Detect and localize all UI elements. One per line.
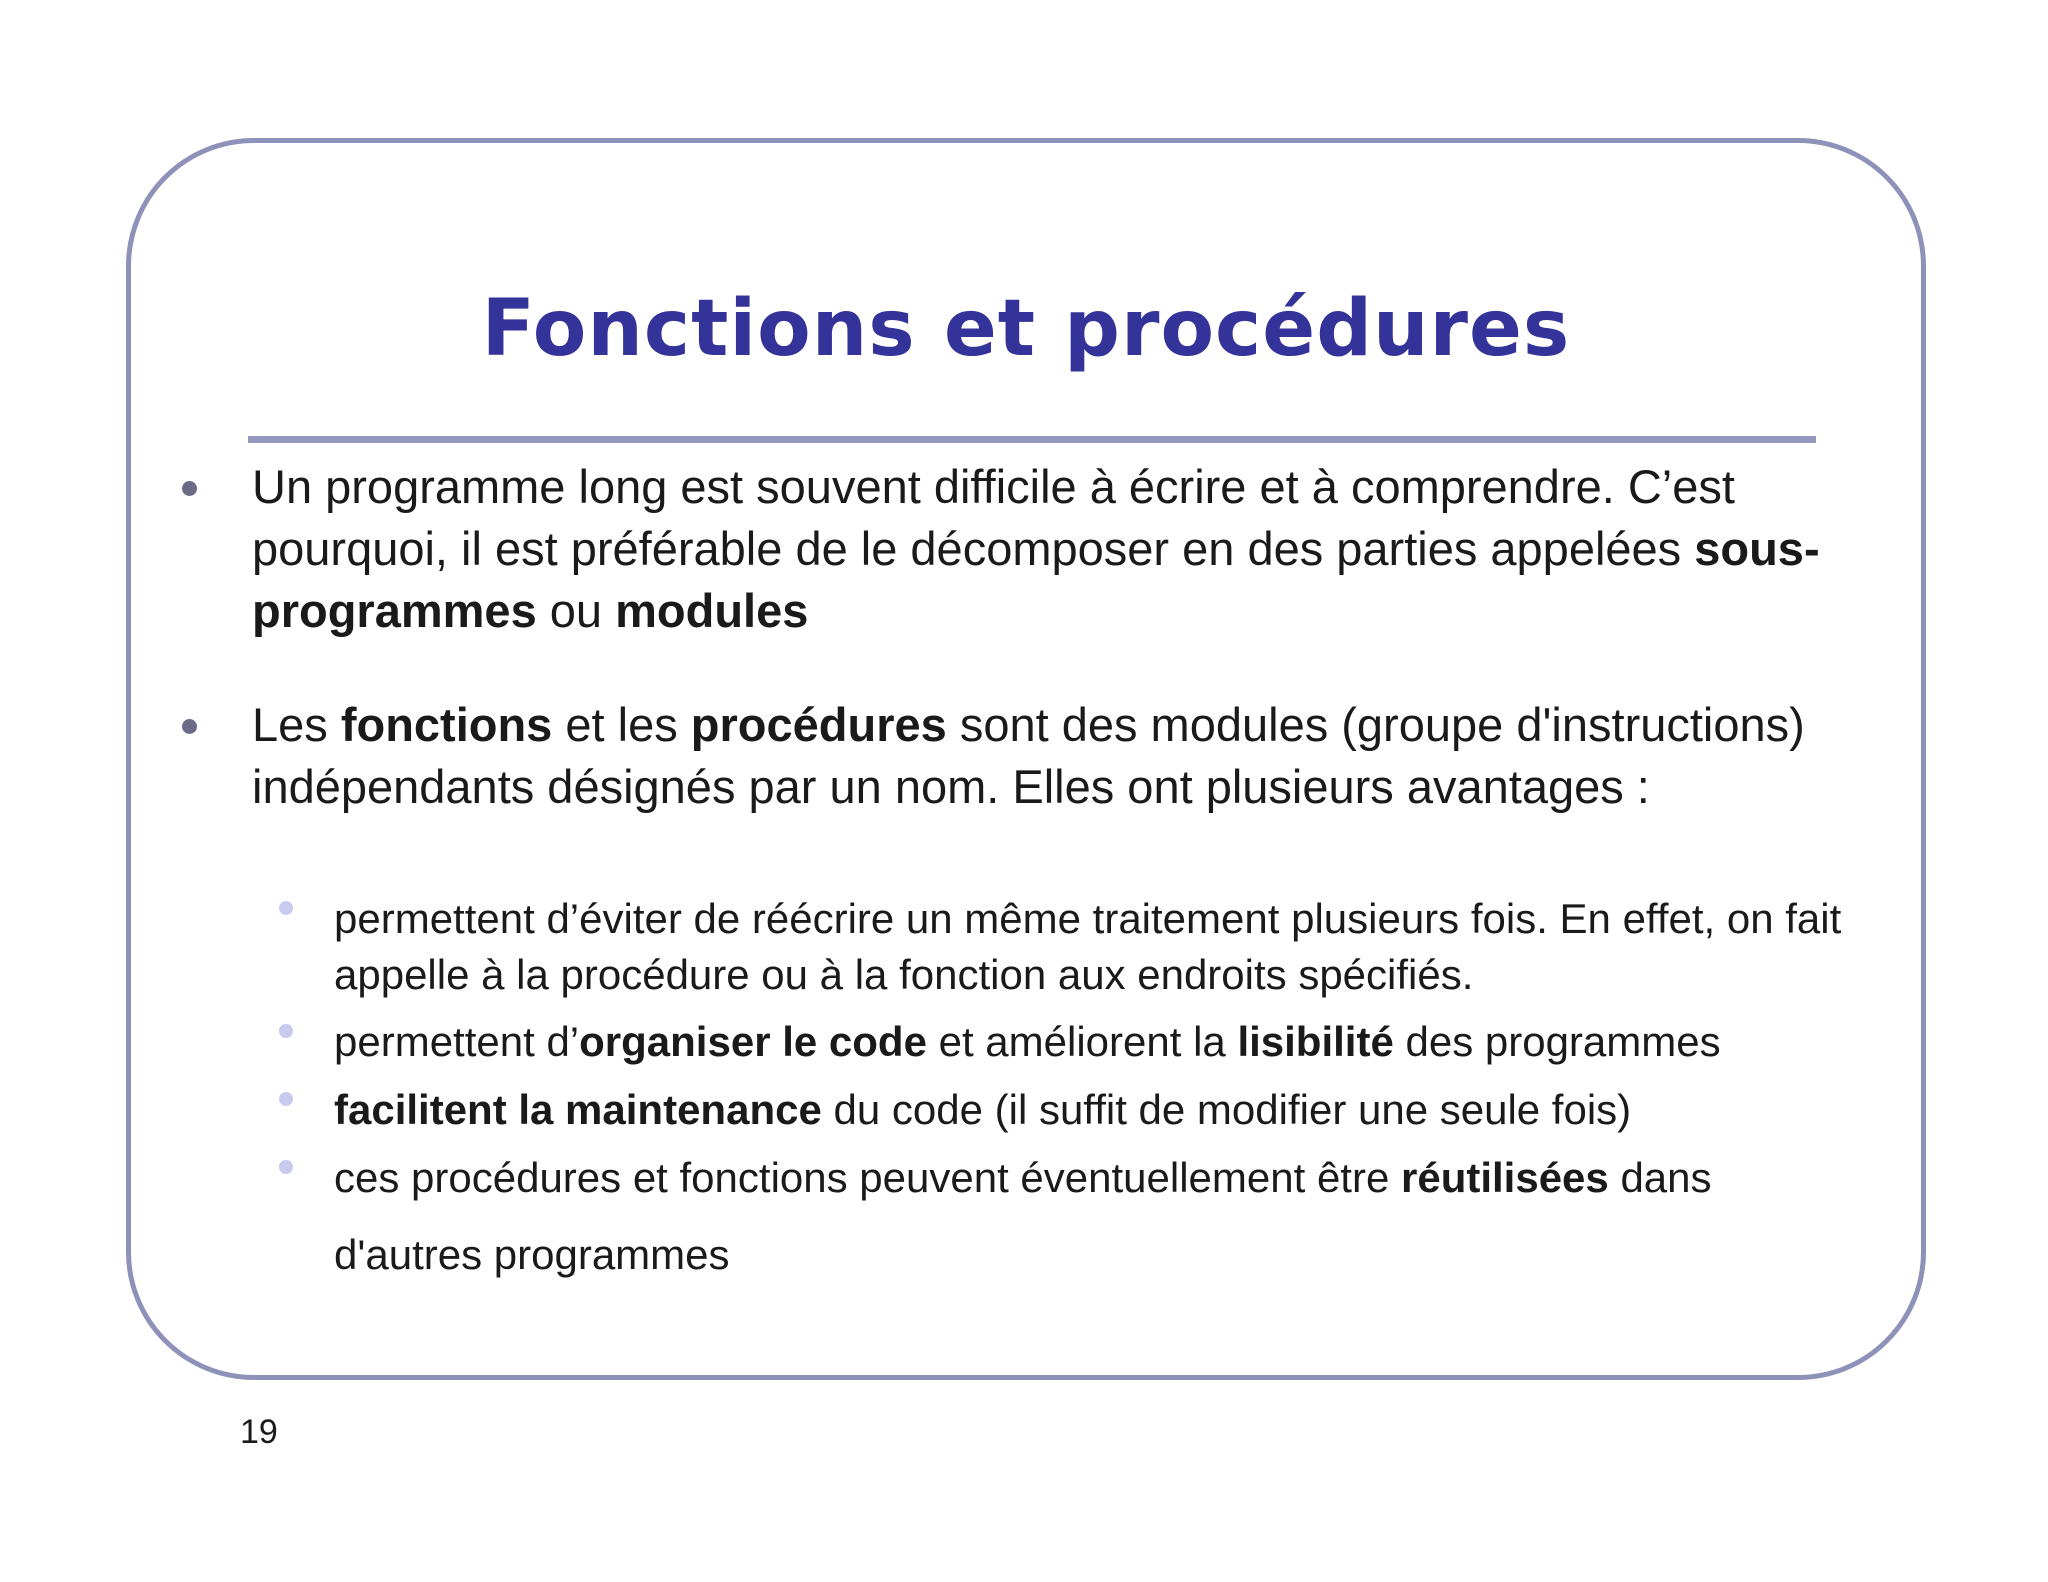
sub-bullet-item-4 — [334, 1150, 1894, 1206]
sub-bullet-3-text: du code (il suffit de modifier une seule fois) — [821, 1086, 1632, 1133]
sub-bullet-dot-icon — [279, 1092, 293, 1106]
sub-bullet-2-bold-readability: lisibilité — [1237, 1018, 1394, 1065]
bullet-2-bold-procedures: procédures — [690, 698, 947, 751]
sub-bullet-4-text: ces procédures et fonctions peuvent éventuellement être — [334, 1154, 1401, 1201]
sub-bullet-4-text-dans: dans — [1608, 1154, 1712, 1201]
bullet-item-1 — [252, 456, 1902, 642]
slide-title: Fonctions et procédures — [481, 284, 1571, 374]
sub-bullet-item-3 — [334, 1082, 1894, 1138]
sub-bullet-2-text-mid: et améliorent la — [926, 1018, 1238, 1065]
sub-bullet-dot-icon — [279, 1160, 293, 1174]
page-number: 19 — [240, 1413, 278, 1451]
sub-bullet-2-text: permettent d’ — [334, 1018, 580, 1065]
bullet-dot-icon — [182, 719, 197, 734]
sub-bullet-4-bold-reused: réutilisées — [1400, 1154, 1609, 1201]
bullet-1-text: Un programme long est souvent difficile à écrire et à comprendre. C’est pourquoi, il est préférable de le décomposer en des parties appelées — [252, 460, 1735, 575]
sub-bullet-item-4-continuation — [334, 1227, 1894, 1283]
bullet-1-bold-subprograms: sous-programmes — [252, 522, 1820, 637]
bullet-2-text-les: Les — [252, 698, 341, 751]
bullet-item-2 — [252, 694, 1902, 818]
bullet-dot-icon — [182, 481, 197, 496]
bullet-2-text-rest: sont des modules (groupe d'instructions) indépendants désignés par un nom. Elles ont plusieurs avantages : — [252, 698, 1805, 813]
sub-bullet-2-text-end: des programmes — [1393, 1018, 1721, 1065]
bullet-2-bold-fonctions: fonctions — [340, 698, 553, 751]
bullet-1-bold-modules: modules — [615, 584, 809, 637]
sub-bullet-1-text: permettent d’éviter de réécrire un même traitement plusieurs fois. En effet, on fait appelle à la procédure ou à la fonction aux endroits spécifiés. — [334, 895, 1842, 998]
sub-bullet-4-text-continuation: d'autres programmes — [334, 1231, 730, 1278]
sub-bullet-3-bold-maintenance: facilitent la maintenance — [334, 1086, 822, 1133]
sub-bullet-2-bold-organize: organiser le code — [579, 1018, 927, 1065]
sub-bullet-dot-icon — [279, 901, 293, 915]
bullet-2-text-et-les: et les — [552, 698, 691, 751]
sub-bullet-item-1 — [334, 891, 1894, 1003]
sub-bullet-item-2 — [334, 1014, 1894, 1070]
bullet-1-text-or: ou — [536, 584, 616, 637]
sub-bullet-dot-icon — [279, 1024, 293, 1038]
